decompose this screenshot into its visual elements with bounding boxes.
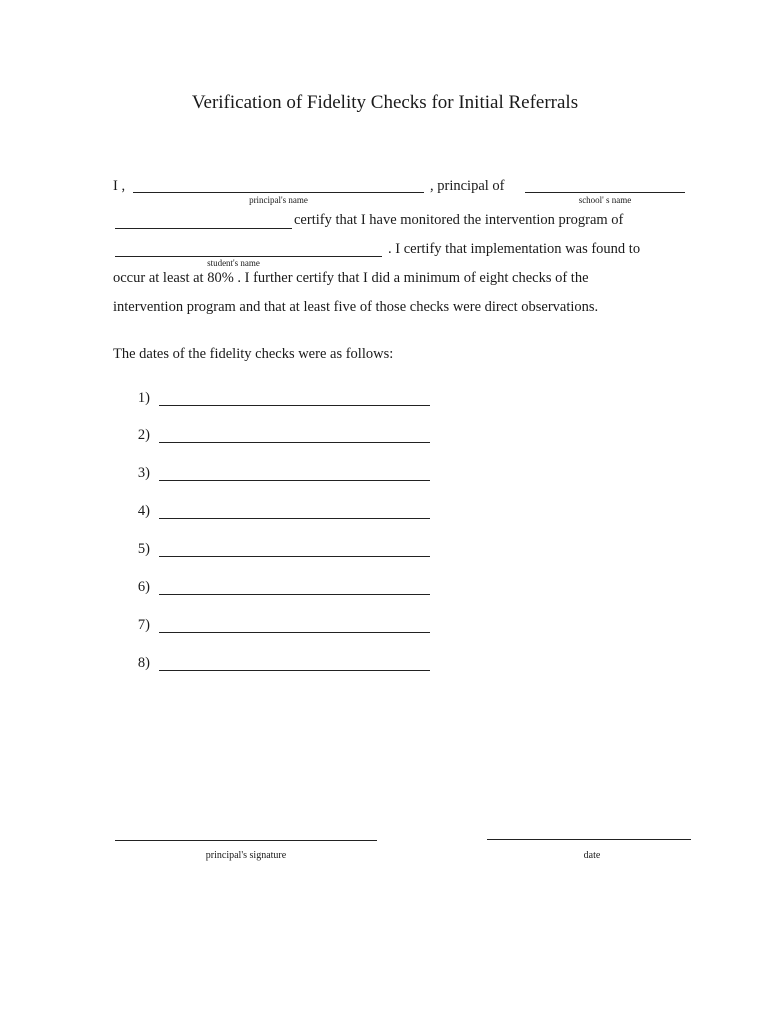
check-number-4: 4) [137, 503, 150, 519]
document-title: Verification of Fidelity Checks for Initial Referrals [191, 92, 579, 113]
certify-monitored-text: certify that I have monitored the intervention program of [294, 212, 624, 228]
check-number-3: 3) [137, 465, 150, 481]
statement-line-4: intervention program and that at least five of those checks were direct observations. [113, 299, 599, 315]
check-number-2: 2) [137, 427, 150, 443]
principal-signature-field[interactable] [115, 840, 377, 841]
school-name-field[interactable] [525, 192, 685, 193]
certify-implementation-text: . I certify that implementation was found to [388, 241, 641, 257]
check-date-field-7[interactable] [159, 632, 430, 633]
check-date-field-2[interactable] [159, 442, 430, 443]
school-name-caption: school' s name [578, 195, 632, 205]
principal-name-field[interactable] [133, 192, 424, 193]
dates-heading: The dates of the fidelity checks were as follows: [113, 346, 394, 362]
student-name-caption: student's name [207, 258, 260, 268]
check-date-field-3[interactable] [159, 480, 430, 481]
check-number-6: 6) [137, 579, 150, 595]
principal-name-caption: principal's name [249, 195, 308, 205]
student-name-field[interactable] [115, 256, 382, 257]
date-field[interactable] [487, 839, 691, 840]
i-prefix: I , [113, 178, 126, 194]
school-name-continuation-field[interactable] [115, 228, 292, 229]
check-number-1: 1) [137, 390, 150, 406]
check-number-7: 7) [137, 617, 150, 633]
principal-signature-caption: principal's signature [205, 850, 287, 861]
check-date-field-8[interactable] [159, 670, 430, 671]
date-caption: date [583, 850, 601, 861]
check-date-field-6[interactable] [159, 594, 430, 595]
check-number-8: 8) [137, 655, 150, 671]
principal-of-text: , principal of [430, 178, 505, 194]
statement-line-3: occur at least at 80% . I further certify that I did a minimum of eight checks of the [113, 270, 589, 286]
check-date-field-1[interactable] [159, 405, 430, 406]
check-number-5: 5) [137, 541, 150, 557]
check-date-field-4[interactable] [159, 518, 430, 519]
check-date-field-5[interactable] [159, 556, 430, 557]
